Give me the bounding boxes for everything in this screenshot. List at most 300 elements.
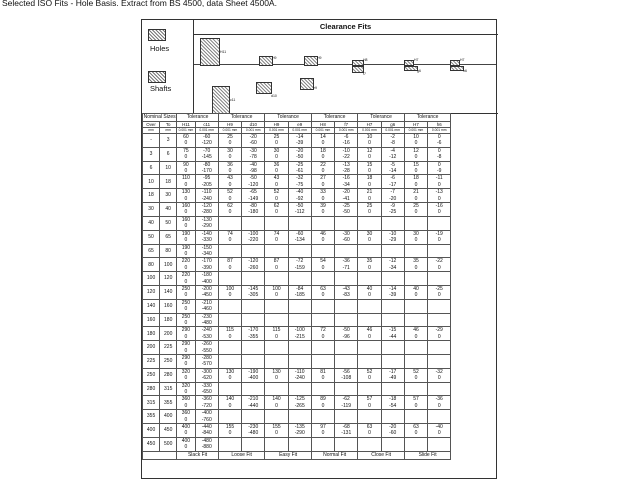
upper-deviation: 18 (320, 147, 326, 154)
lower-deviation: 0 (368, 140, 371, 147)
lower-deviation: -60 (389, 430, 397, 437)
lower-deviation: 0 (228, 195, 232, 202)
upper-deviation: 360 (181, 396, 191, 403)
upper-deviation: -100 (294, 327, 305, 334)
upper-deviation: -210 (201, 299, 212, 306)
tolerance-cell (265, 134, 288, 148)
lower-deviation: 0 (437, 402, 441, 409)
tolerance-cell-blank (311, 410, 334, 424)
lower-deviation: 0 (275, 264, 278, 271)
tolerance-cell (177, 285, 195, 299)
size-over-cell: 315 (143, 396, 160, 410)
tolerance-cell-blank (218, 341, 241, 355)
lower-deviation: 0 (228, 181, 232, 188)
upper-deviation: -4 (390, 147, 395, 154)
tolerance-cell (218, 161, 241, 175)
tolerance-cell-blank (218, 272, 241, 286)
lower-deviation: 0 (184, 333, 188, 340)
size-to-cell: 450 (160, 424, 177, 438)
upper-deviation: 190 (181, 244, 191, 251)
upper-deviation: -50 (296, 203, 304, 210)
tolerance-cell (428, 285, 451, 299)
lower-deviation: -61 (296, 168, 304, 175)
fit-name-footer: Slide Fit (404, 451, 451, 459)
tolerance-header: Tolerance (311, 114, 358, 122)
size-over-cell: 160 (143, 313, 160, 327)
tolerance-cell (288, 134, 311, 148)
lower-deviation: 0 (437, 430, 441, 437)
lower-deviation: -400 (201, 278, 212, 285)
upper-deviation: 160 (181, 203, 191, 210)
footer-blank (143, 451, 177, 459)
upper-deviation: 14 (320, 134, 326, 140)
tolerance-cell (195, 272, 218, 286)
upper-deviation: 63 (320, 285, 326, 292)
lower-deviation: 0 (368, 168, 371, 175)
tolerance-cell (311, 161, 334, 175)
upper-deviation: -36 (435, 396, 443, 403)
lower-deviation: -22 (342, 154, 350, 161)
size-over-cell: 10 (143, 175, 160, 189)
upper-deviation: -60 (203, 134, 211, 140)
lower-deviation: -96 (342, 333, 350, 340)
upper-deviation: -120 (201, 203, 212, 210)
tolerance-cell (311, 147, 334, 161)
upper-deviation: 140 (225, 396, 235, 403)
tolerance-cell-blank (288, 244, 311, 258)
tolerance-cell-blank (265, 410, 288, 424)
lower-deviation: 0 (321, 430, 325, 437)
lower-deviation: 0 (368, 430, 371, 437)
lower-deviation: -290 (294, 430, 305, 437)
lower-deviation: 0 (184, 430, 188, 437)
page-header: Selected ISO Fits - Hole Basis. Extract from BS 4500, data Sheet 4500A. (2, 0, 277, 8)
lower-deviation: 0 (184, 389, 188, 396)
tolerance-cell-blank (242, 299, 265, 313)
tolerance-cell-blank (358, 382, 381, 396)
upper-deviation: -72 (296, 258, 304, 265)
size-over-cell: 225 (143, 355, 160, 369)
lower-deviation: -760 (201, 416, 212, 423)
lower-deviation: 0 (368, 237, 371, 244)
nominal-sizes-header: Nominal Sizes (143, 114, 176, 120)
upper-deviation: 52 (366, 368, 373, 375)
upper-deviation: -18 (389, 396, 397, 403)
tolerance-cell (242, 424, 265, 438)
lower-deviation: 0 (437, 195, 441, 202)
upper-deviation: 36 (227, 161, 233, 168)
upper-deviation: 115 (272, 327, 281, 334)
tolerance-cell (358, 203, 381, 217)
lower-deviation: 0 (275, 168, 278, 175)
tolerance-cell (404, 285, 427, 299)
upper-deviation: 63 (413, 424, 419, 431)
tolerance-cell-blank (335, 341, 358, 355)
tolerance-cell (195, 368, 218, 382)
tolerance-cell (335, 230, 358, 244)
upper-deviation: 360 (181, 410, 191, 417)
upper-deviation: 62 (227, 203, 233, 210)
tolerance-cell (428, 161, 451, 175)
tolerance-cell (218, 396, 241, 410)
tolerance-cell (381, 203, 404, 217)
lower-deviation: -44 (389, 333, 397, 340)
tolerance-cell (335, 161, 358, 175)
lower-deviation: 0 (321, 237, 325, 244)
tolerance-cell (195, 203, 218, 217)
upper-deviation: -80 (249, 203, 257, 210)
tolerance-cell-blank (265, 299, 288, 313)
upper-deviation: -110 (294, 368, 305, 375)
tolerance-cell (288, 424, 311, 438)
tolerance-cell-blank (218, 299, 241, 313)
tolerance-cell (428, 189, 451, 203)
tolerance-cell (358, 285, 381, 299)
lower-deviation: 0 (228, 292, 232, 299)
tolerance-cell-blank (288, 299, 311, 313)
size-over-cell: 180 (143, 327, 160, 341)
upper-deviation: 90 (183, 161, 189, 168)
shaft-zone-h6 (450, 66, 464, 71)
tolerance-cell (288, 230, 311, 244)
upper-deviation: -135 (294, 424, 305, 431)
tolerance-cell (177, 368, 195, 382)
shaft-zone-e9 (300, 78, 314, 90)
lower-deviation: 0 (321, 375, 325, 382)
zone-label: e9 (313, 86, 317, 90)
tolerance-cell (177, 175, 195, 189)
lower-deviation: -240 (201, 195, 212, 202)
lower-deviation: -50 (342, 209, 350, 216)
tolerance-cell-blank (404, 299, 427, 313)
tolerance-cell (404, 134, 427, 148)
tolerance-cell (311, 327, 334, 341)
lower-deviation: 0 (184, 237, 188, 244)
tolerance-cell (381, 327, 404, 341)
lower-deviation: 0 (275, 195, 278, 202)
lower-deviation: -180 (248, 209, 259, 216)
lower-deviation: 0 (368, 209, 371, 216)
tolerance-cell (288, 203, 311, 217)
zone-label: g6 (417, 69, 421, 73)
upper-deviation: 18 (366, 175, 373, 182)
tolerance-cell (288, 327, 311, 341)
upper-deviation: -13 (342, 161, 350, 168)
upper-deviation: -120 (248, 258, 259, 265)
lower-deviation: -8 (437, 154, 442, 161)
tolerance-cell (195, 396, 218, 410)
tolerance-cell (195, 258, 218, 272)
upper-deviation: 43 (273, 175, 280, 182)
tolerance-cell-blank (404, 216, 427, 230)
upper-deviation: 43 (227, 175, 233, 182)
lower-deviation: 0 (228, 333, 232, 340)
lower-deviation: -131 (341, 430, 352, 437)
lower-deviation: -98 (249, 168, 257, 175)
tolerance-cell-blank (335, 313, 358, 327)
tolerance-cell (242, 368, 265, 382)
tolerance-cell (177, 410, 195, 424)
tolerance-cell (288, 285, 311, 299)
tolerance-cell (404, 203, 427, 217)
lower-deviation: -25 (389, 209, 397, 216)
tolerance-cell (265, 147, 288, 161)
tolerance-cell (428, 147, 451, 161)
upper-deviation: -65 (249, 189, 257, 196)
lower-deviation: -112 (294, 209, 305, 216)
lower-deviation: -159 (294, 264, 305, 271)
upper-deviation: 18 (413, 175, 419, 182)
upper-deviation: -240 (201, 327, 212, 334)
lower-deviation: 0 (184, 375, 188, 382)
lower-deviation: -41 (342, 195, 350, 202)
lower-deviation: 0 (414, 264, 418, 271)
unit-header: mm (160, 128, 177, 134)
upper-deviation: -12 (389, 258, 397, 265)
unit-header: 0.001 mm (288, 128, 311, 134)
upper-deviation: -6 (390, 175, 395, 182)
tolerance-cell (288, 368, 311, 382)
tolerance-cell-blank (358, 410, 381, 424)
upper-deviation: 155 (225, 424, 235, 431)
tolerance-cell (265, 161, 288, 175)
tolerance-cell-blank (404, 410, 427, 424)
tolerance-cell-blank (311, 244, 334, 258)
upper-deviation: -40 (249, 161, 257, 168)
size-to-cell: 500 (160, 437, 177, 451)
lower-deviation: 0 (368, 375, 371, 382)
size-over-cell: 40 (143, 216, 160, 230)
tolerance-cell-blank (358, 355, 381, 369)
zone-label: H8 (363, 58, 368, 62)
tolerance-cell (288, 147, 311, 161)
tolerance-cell-blank (218, 382, 241, 396)
lower-deviation: -60 (249, 140, 257, 147)
tolerance-cell-blank (288, 410, 311, 424)
tolerance-cell (195, 355, 218, 369)
upper-deviation: 190 (181, 230, 191, 237)
lower-deviation: -480 (248, 430, 259, 437)
tolerance-cell (177, 147, 195, 161)
upper-deviation: 87 (227, 258, 233, 265)
upper-deviation: -30 (342, 230, 350, 237)
size-to-cell: 10 (160, 161, 177, 175)
lower-deviation: 0 (414, 402, 418, 409)
tolerance-cell (195, 382, 218, 396)
upper-deviation: 110 (181, 175, 190, 182)
lower-deviation: 0 (275, 181, 278, 188)
lower-deviation: 0 (275, 237, 278, 244)
tolerance-cell (335, 134, 358, 148)
lower-deviation: 0 (414, 168, 418, 175)
tolerance-cell (381, 368, 404, 382)
upper-deviation: -150 (201, 244, 212, 251)
upper-deviation: 57 (366, 396, 373, 403)
tolerance-cell (335, 368, 358, 382)
lower-deviation: 0 (184, 168, 188, 175)
tolerance-cell (195, 327, 218, 341)
upper-deviation: 75 (183, 147, 189, 154)
lower-deviation: -134 (294, 237, 305, 244)
upper-deviation: -16 (342, 175, 350, 182)
tolerance-cell (404, 327, 427, 341)
lower-deviation: -34 (389, 264, 397, 271)
lower-deviation: 0 (275, 140, 278, 147)
lower-deviation: 0 (184, 264, 188, 271)
lower-deviation: -34 (342, 181, 350, 188)
tolerance-cell (428, 175, 451, 189)
lower-deviation: -9 (437, 168, 442, 175)
tolerance-cell-blank (335, 216, 358, 230)
unit-header: 0.001 mm (218, 128, 241, 134)
lower-deviation: -16 (342, 140, 350, 147)
unit-header: mm (143, 128, 160, 134)
lower-deviation: -49 (389, 375, 397, 382)
grade-header: H7 (404, 122, 427, 128)
tolerance-cell (311, 230, 334, 244)
tolerance-cell-blank (428, 299, 451, 313)
tolerance-cell (177, 216, 195, 230)
tolerance-cell (177, 230, 195, 244)
tolerance-cell-blank (404, 355, 427, 369)
lower-deviation: -290 (201, 223, 212, 230)
lower-deviation: -550 (201, 347, 212, 354)
upper-deviation: 52 (413, 368, 419, 375)
tolerance-cell (428, 396, 451, 410)
upper-deviation: -70 (203, 147, 211, 154)
tolerance-cell-blank (404, 272, 427, 286)
upper-deviation: 40 (366, 285, 373, 292)
tolerance-cell (195, 134, 218, 148)
tolerance-cell-blank (218, 216, 241, 230)
tolerance-cell (265, 175, 288, 189)
tolerance-cell (358, 424, 381, 438)
lower-deviation: 0 (368, 292, 371, 299)
size-to-cell: 180 (160, 313, 177, 327)
tolerance-cell (335, 203, 358, 217)
lower-deviation: -390 (201, 264, 212, 271)
tolerance-cell-blank (242, 410, 265, 424)
tolerance-cell (335, 189, 358, 203)
tolerance-cell-blank (311, 382, 334, 396)
lower-deviation: -330 (201, 237, 212, 244)
unit-header: 0.001 mm (265, 128, 288, 134)
upper-deviation: 220 (181, 272, 191, 279)
tolerance-cell (358, 230, 381, 244)
size-over-cell: 120 (143, 285, 160, 299)
tolerance-cell (177, 355, 195, 369)
shaft-zone-g6 (404, 66, 418, 71)
tolerance-cell (428, 203, 451, 217)
size-to-cell: 140 (160, 285, 177, 299)
lower-deviation: 0 (414, 154, 418, 161)
lower-deviation: 0 (275, 209, 278, 216)
lower-deviation: 0 (184, 140, 188, 147)
size-to-cell: 50 (160, 216, 177, 230)
lower-deviation: -340 (201, 250, 212, 257)
upper-deviation: 12 (413, 147, 419, 154)
upper-deviation: 52 (273, 189, 280, 196)
tolerance-cell (381, 396, 404, 410)
tolerance-cell-blank (265, 313, 288, 327)
upper-deviation: -170 (248, 327, 259, 334)
upper-deviation: -40 (435, 424, 443, 431)
tolerance-cell (195, 285, 218, 299)
lower-deviation: 0 (184, 209, 188, 216)
tolerance-cell (265, 258, 288, 272)
upper-deviation: -440 (201, 424, 212, 431)
lower-deviation: -149 (248, 195, 259, 202)
tolerance-cell (358, 368, 381, 382)
tolerance-cell-blank (242, 382, 265, 396)
tolerance-cell (242, 175, 265, 189)
tolerance-cell-blank (404, 313, 427, 327)
unit-header: 0.001 mm (195, 128, 218, 134)
tolerance-cell-blank (381, 216, 404, 230)
tolerance-cell-blank (288, 341, 311, 355)
tolerance-cell-blank (381, 437, 404, 451)
tolerance-cell (404, 258, 427, 272)
tolerance-cell (177, 437, 195, 451)
tolerance-cell (195, 175, 218, 189)
tolerance-cell-blank (428, 410, 451, 424)
tolerance-cell (265, 368, 288, 382)
tolerance-cell (218, 424, 241, 438)
lower-deviation: -185 (294, 292, 305, 299)
hole-zone-h9 (259, 56, 273, 66)
tolerance-cell (177, 258, 195, 272)
lower-deviation: -480 (201, 319, 212, 326)
upper-deviation: 130 (181, 189, 191, 196)
lower-deviation: 0 (437, 375, 441, 382)
upper-deviation: -130 (201, 216, 212, 223)
upper-deviation: 130 (225, 368, 235, 375)
tolerance-cell (177, 424, 195, 438)
upper-deviation: -22 (435, 258, 443, 265)
lower-deviation: 0 (321, 402, 325, 409)
tolerance-cell (428, 424, 451, 438)
tolerance-cell-blank (381, 244, 404, 258)
shafts-hatch-icon (148, 71, 166, 83)
lower-deviation: 0 (228, 209, 232, 216)
lower-deviation: 0 (184, 416, 188, 423)
upper-deviation: 74 (227, 230, 233, 237)
upper-deviation: -14 (296, 134, 304, 140)
tolerance-cell-blank (381, 382, 404, 396)
lower-deviation: 0 (414, 333, 418, 340)
lower-deviation: -265 (294, 402, 305, 409)
tolerance-cell (218, 134, 241, 148)
upper-deviation: 54 (320, 258, 326, 265)
grade-header: H9 (265, 122, 288, 128)
tolerance-cell-blank (288, 272, 311, 286)
size-over-cell: 450 (143, 437, 160, 451)
size-to-cell: 80 (160, 244, 177, 258)
lower-deviation: -720 (201, 402, 212, 409)
lower-deviation: 0 (321, 333, 325, 340)
tolerance-cell (265, 285, 288, 299)
upper-deviation: 220 (181, 258, 191, 265)
upper-deviation: 290 (181, 327, 191, 334)
tolerance-cell-blank (428, 272, 451, 286)
size-over-cell: 280 (143, 382, 160, 396)
lower-deviation: 0 (321, 168, 325, 175)
tolerance-cell-blank (265, 244, 288, 258)
tolerance-cell (358, 189, 381, 203)
lower-deviation: -75 (296, 181, 304, 188)
upper-deviation: -170 (201, 258, 212, 265)
tolerance-cell (381, 258, 404, 272)
